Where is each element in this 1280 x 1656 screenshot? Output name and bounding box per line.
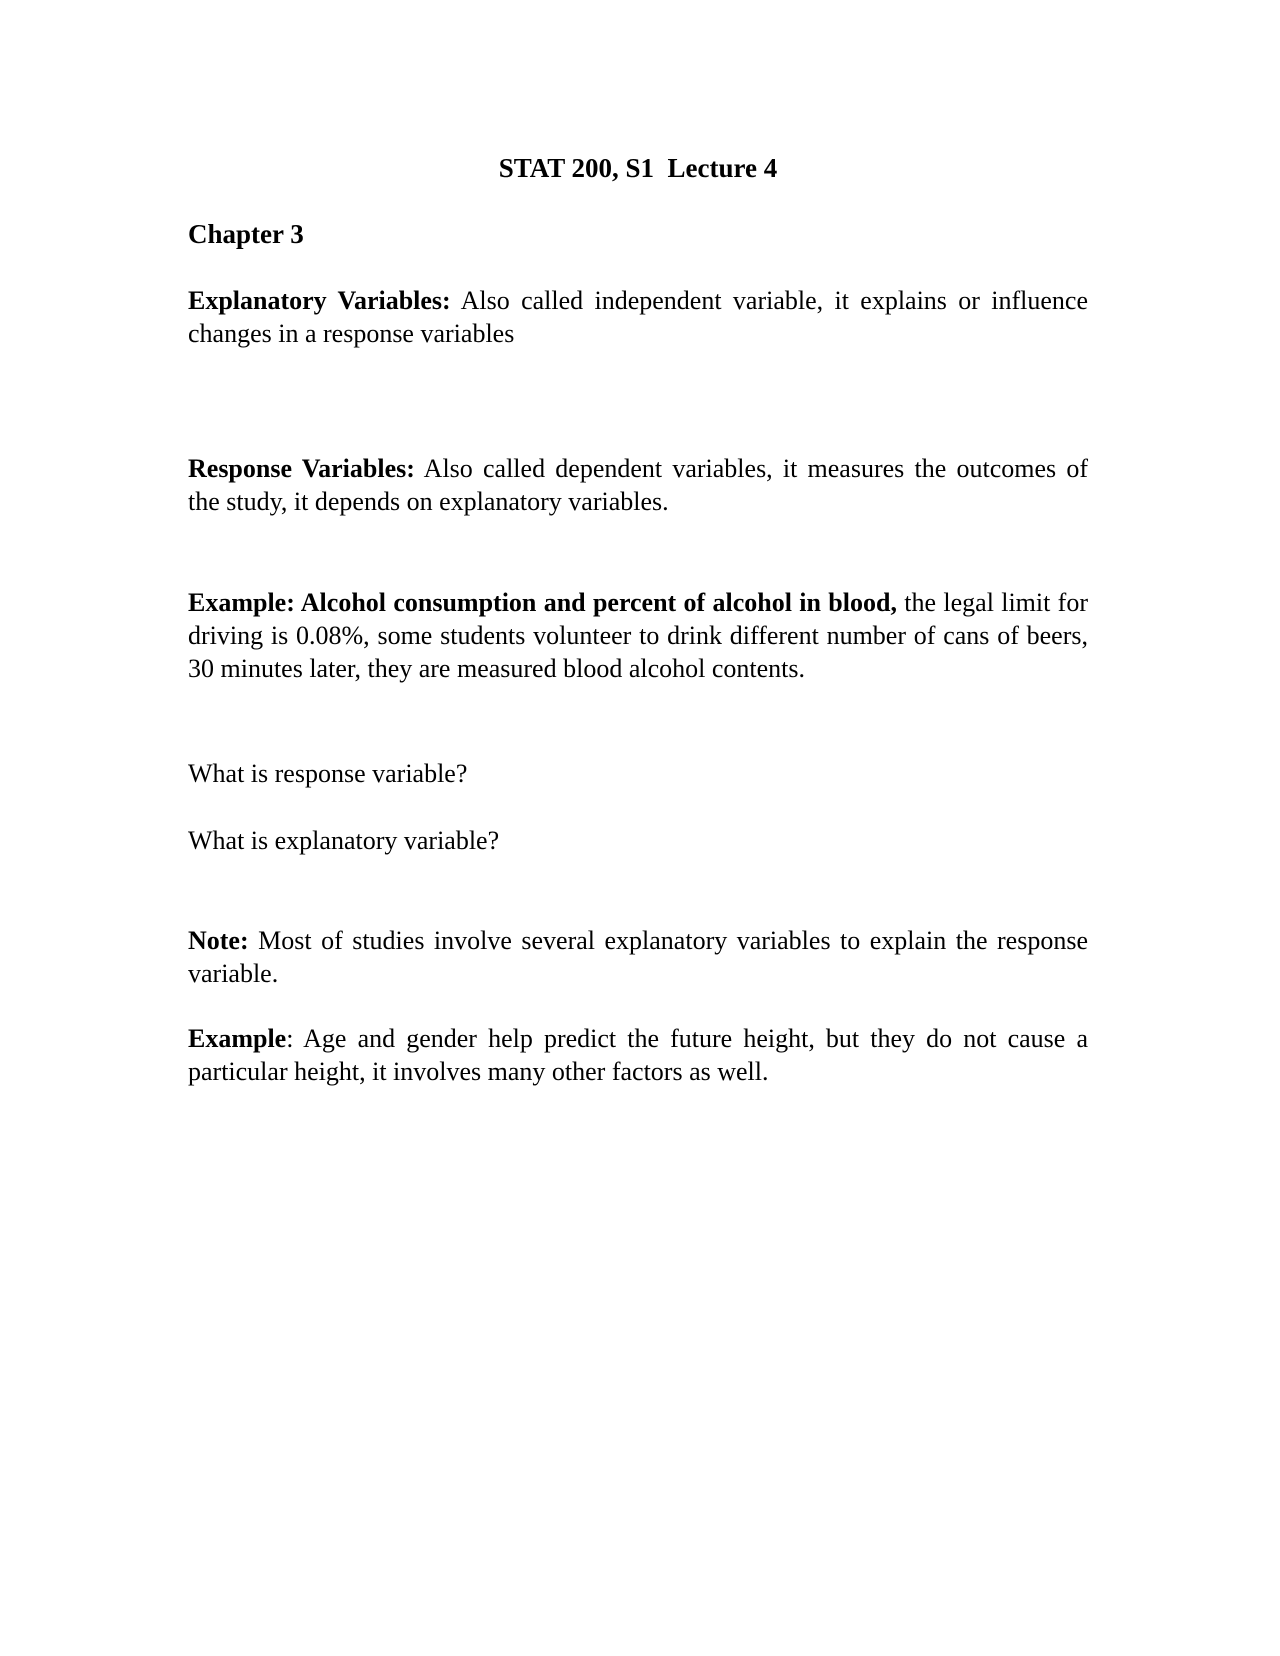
example-description: the legal limit for driving is 0.08%, some students volunteer to drink different number of cans of beers, 30 minutes later, they are measured blood alcohol contents.: [188, 588, 1089, 683]
chapter-heading: Chapter 3: [188, 219, 304, 249]
height-example-paragraph: [188, 1022, 1088, 1088]
explanatory-variables-term: Explanatory Variables:: [188, 286, 451, 315]
question-response-variable: What is response variable?: [188, 759, 468, 788]
explanatory-variables-definition: Also called independent variable, it explains or influence changes in a response variables: [188, 286, 1088, 348]
note-paragraph: [188, 924, 1088, 990]
response-variables-definition: Also called dependent variables, it measures the outcomes of the study, it depends on explanatory variables.: [188, 454, 1088, 516]
example2-text: : Age and gender help predict the future height, but they do not cause a particular height, it involves many other factors as well.: [188, 1024, 1088, 1086]
example2-term: Example: [188, 1024, 287, 1053]
response-variables-paragraph: [188, 452, 1088, 518]
question-explanatory-variable: What is explanatory variable?: [188, 826, 500, 855]
explanatory-variables-paragraph: [188, 284, 1088, 350]
page-title: STAT 200, S1 Lecture 4: [498, 153, 778, 183]
example-term: Example:: [188, 588, 295, 617]
note-text: Most of studies involve several explanatory variables to explain the response variable.: [188, 926, 1088, 988]
example-topic: Alcohol consumption and percent of alcohol in blood,: [294, 588, 897, 617]
response-variables-term: Response Variables:: [188, 454, 415, 483]
alcohol-example-paragraph: [188, 586, 1088, 685]
note-term: Note:: [188, 926, 249, 955]
